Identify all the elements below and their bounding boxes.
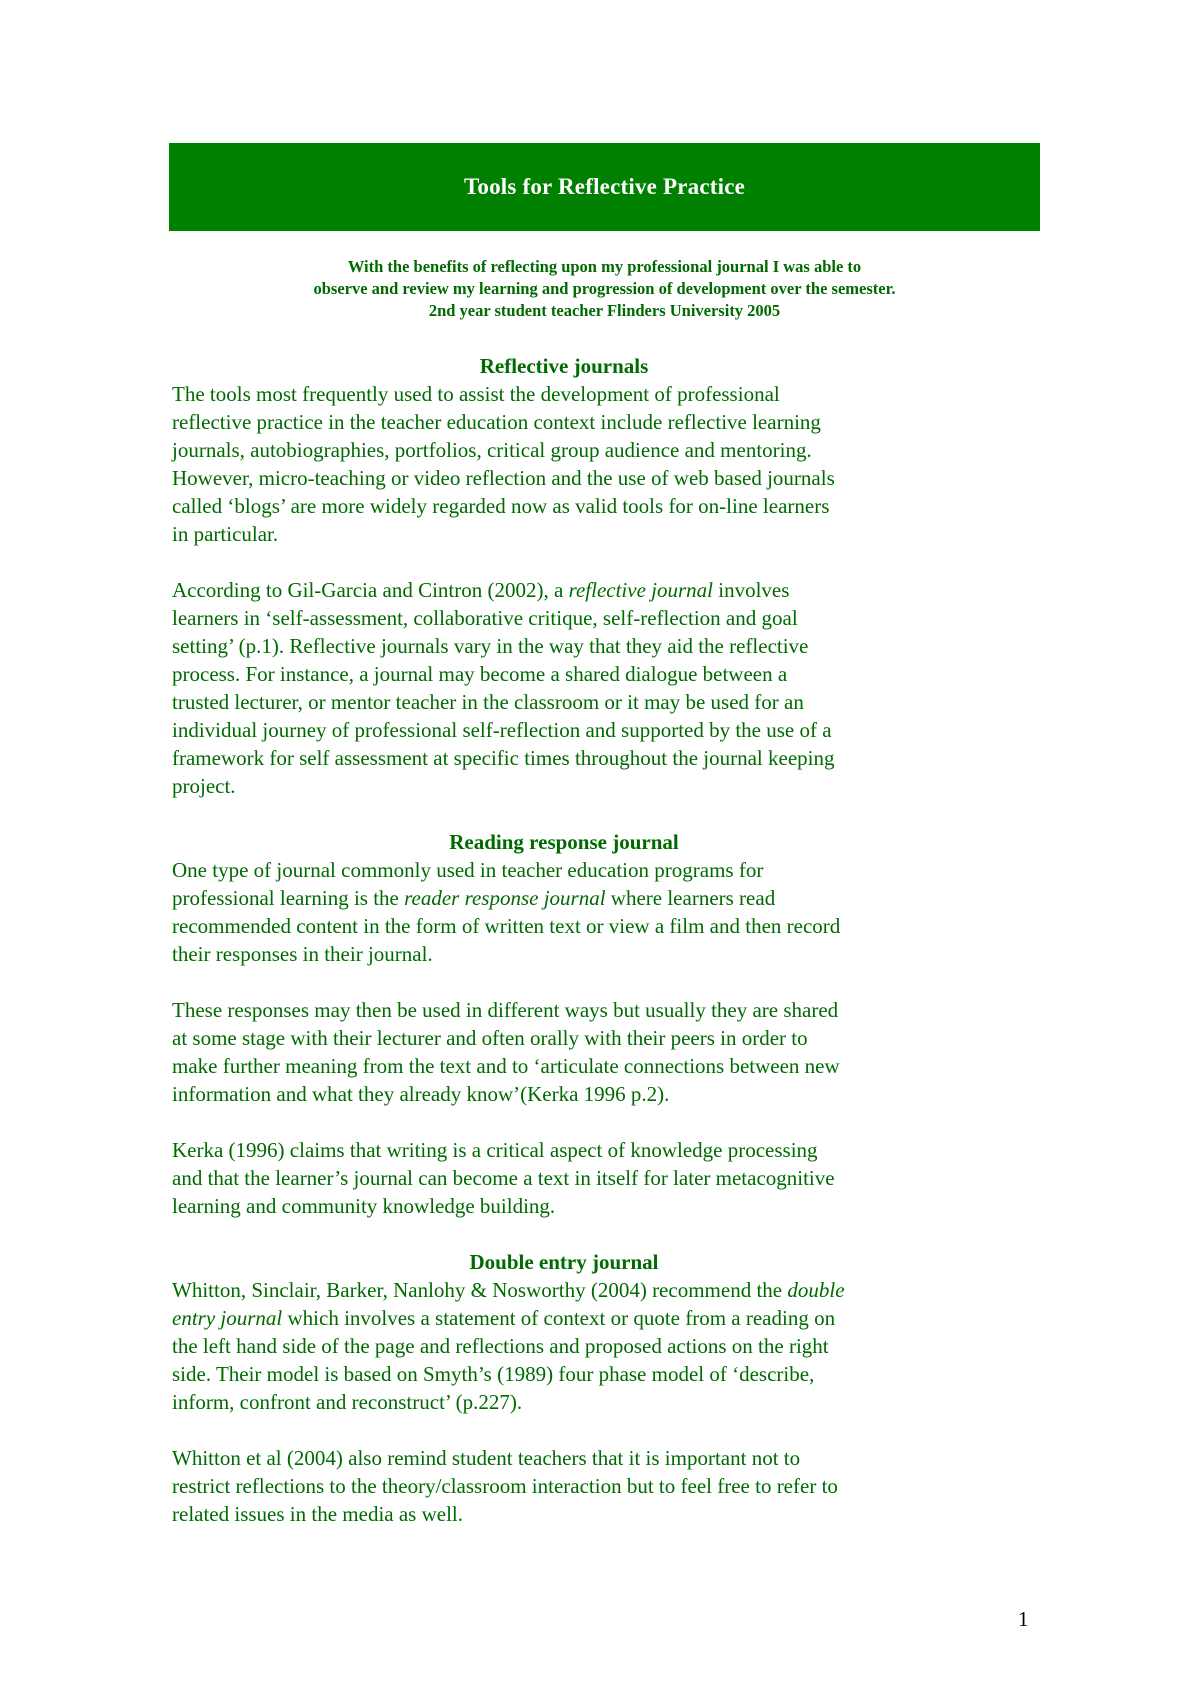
text-line: Whitton et al (2004) also remind student teachers that it is important not to xyxy=(172,1446,801,1470)
text-line: inform, confront and reconstruct’ (p.227). xyxy=(172,1390,523,1414)
epigraph-quote xyxy=(169,256,1040,322)
text-line: trusted lecturer, or mentor teacher in the classroom or it may be used for an xyxy=(172,690,804,714)
text-line: the left hand side of the page and reflections and proposed actions on the right xyxy=(172,1334,829,1358)
text-line: restrict reflections to the theory/classroom interaction but to feel free to refer to xyxy=(172,1474,838,1498)
italic-term: entry journal xyxy=(172,1306,283,1330)
quote-line: With the benefits of reflecting upon my professional journal I was able to xyxy=(347,257,862,276)
paragraph xyxy=(172,1444,972,1528)
text-line: at some stage with their lecturer and often orally with their peers in order to xyxy=(172,1026,808,1050)
text-line: called ‘blogs’ are more widely regarded now as valid tools for on-line learners xyxy=(172,494,830,518)
italic-term: double xyxy=(787,1278,845,1302)
heading-reading-response-journal: Reading response journal xyxy=(449,830,679,854)
text-line: in particular. xyxy=(172,522,279,546)
text-line: related issues in the media as well. xyxy=(172,1502,463,1526)
paragraph xyxy=(172,996,972,1108)
text-line: learners in ‘self-assessment, collaborative critique, self-reflection and goal xyxy=(172,606,798,630)
text-line: journals, autobiographies, portfolios, critical group audience and mentoring. xyxy=(172,438,812,462)
quote-line: observe and review my learning and progression of development over the semester. xyxy=(313,279,896,298)
text-line: make further meaning from the text and to ‘articulate connections between new xyxy=(172,1054,840,1078)
paragraph xyxy=(172,380,972,548)
heading-reflective-journals: Reflective journals xyxy=(479,354,649,378)
heading-double-entry-journal: Double entry journal xyxy=(469,1250,659,1274)
text-line: their responses in their journal. xyxy=(172,942,433,966)
text-line: The tools most frequently used to assist the development of professional xyxy=(172,382,780,406)
text-line: However, micro-teaching or video reflection and the use of web based journals xyxy=(172,466,835,490)
text-line: and that the learner’s journal can become a text in itself for later metacognitive xyxy=(172,1166,835,1190)
paragraph xyxy=(172,576,972,800)
document-body xyxy=(172,352,972,1528)
text-line: These responses may then be used in different ways but usually they are shared xyxy=(172,998,839,1022)
text-line: Kerka (1996) claims that writing is a critical aspect of knowledge processing xyxy=(172,1138,818,1162)
text-line: framework for self assessment at specific times throughout the journal keeping xyxy=(172,746,835,770)
italic-term: reflective journal xyxy=(568,578,713,602)
page-title: Tools for Reflective Practice xyxy=(463,174,746,199)
text-line: learning and community knowledge building. xyxy=(172,1194,556,1218)
text-line: information and what they already know’(Kerka 1996 p.2). xyxy=(172,1082,670,1106)
text-line: individual journey of professional self-reflection and supported by the use of a xyxy=(172,718,832,742)
page-number: 1 xyxy=(1018,1607,1029,1631)
text-line: side. Their model is based on Smyth’s (1989) four phase model of ‘describe, xyxy=(172,1362,815,1386)
text-line: process. For instance, a journal may become a shared dialogue between a xyxy=(172,662,788,686)
italic-term: reader response journal xyxy=(404,886,606,910)
text-line: One type of journal commonly used in teacher education programs for xyxy=(172,858,764,882)
quote-attribution: 2nd year student teacher Flinders University 2005 xyxy=(428,301,781,320)
paragraph xyxy=(172,1136,972,1220)
text-line: professional learning is the reader response journal where learners read xyxy=(172,886,776,910)
title-banner xyxy=(169,143,1040,231)
text-line: setting’ (p.1). Reflective journals vary in the way that they aid the reflective xyxy=(172,634,809,658)
text-line: entry journal which involves a statement of context or quote from a reading on xyxy=(172,1306,836,1330)
text-line: According to Gil-Garcia and Cintron (2002), a reflective journal involves xyxy=(172,578,790,602)
text-line: project. xyxy=(172,774,236,798)
text-line: Whitton, Sinclair, Barker, Nanlohy & Nosworthy (2004) recommend the double xyxy=(172,1278,845,1302)
text-line: reflective practice in the teacher education context include reflective learning xyxy=(172,410,821,434)
paragraph xyxy=(172,1276,972,1416)
paragraph xyxy=(172,856,972,968)
text-line: recommended content in the form of written text or view a film and then record xyxy=(172,914,841,938)
